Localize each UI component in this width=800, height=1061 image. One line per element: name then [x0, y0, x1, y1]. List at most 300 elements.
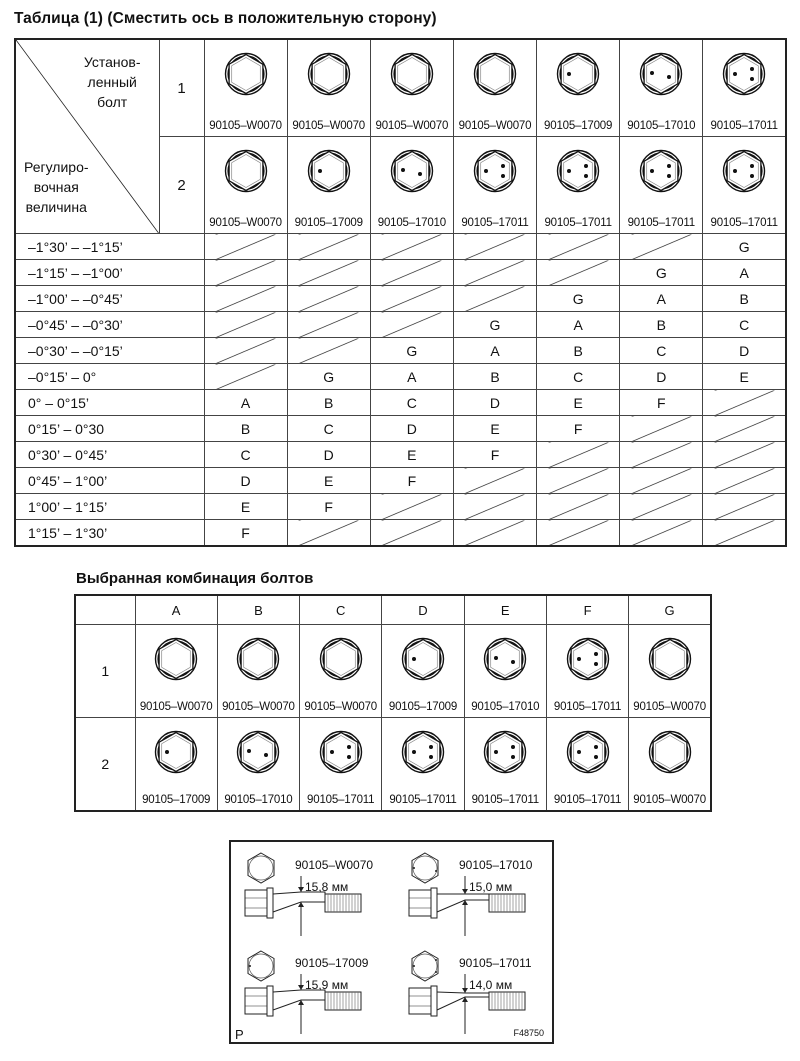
table1-title: Таблица (1) (Сместить ось в положительную сторону) — [14, 10, 437, 27]
adjustment-row — [15, 364, 786, 390]
bolt-part-number: 90105–17011 — [389, 794, 457, 806]
bolt-icon-wrap — [307, 52, 351, 99]
legend-shank-diameter: 15,9 мм — [305, 978, 349, 992]
bolt-head-icon — [390, 52, 434, 96]
corner-top-line: ленный — [87, 74, 137, 90]
bolt-cell — [703, 137, 786, 234]
bolt-part-number: 90105–W0070 — [375, 120, 449, 132]
combination-code: E — [370, 442, 453, 468]
bolt-dot — [347, 755, 351, 759]
bolt-dot — [318, 169, 322, 173]
bolt-cell — [370, 39, 453, 137]
bolt-dot — [567, 72, 571, 76]
empty-hatched-cell — [453, 234, 536, 260]
bolt-icon-wrap — [556, 149, 600, 196]
bolt-dot — [494, 656, 498, 660]
bolt-part-number: 90105–W0070 — [633, 794, 706, 806]
bolt-icon-wrap — [473, 149, 517, 196]
bolt-cell — [453, 137, 536, 234]
combination-code: C — [204, 442, 287, 468]
combination-code: D — [620, 364, 703, 390]
bolt-icon-wrap — [566, 637, 610, 684]
bolt-icon-wrap — [473, 52, 517, 99]
legend-bolt-item — [239, 848, 389, 943]
combination-code: A — [453, 338, 536, 364]
bolt-dot — [501, 164, 505, 168]
bolt-cell — [204, 39, 287, 137]
combination-code: A — [703, 260, 786, 286]
corner-top-line: болт — [97, 94, 128, 110]
combination-code: D — [453, 390, 536, 416]
bolt-head-icon — [319, 637, 363, 681]
legend-shank-diameter: 14,0 мм — [469, 978, 513, 992]
angle-range: 0°45’ – 1°00’ — [15, 468, 204, 494]
combination-column-header: E — [464, 595, 546, 625]
bolt-part-number: 90105–17010 — [627, 120, 696, 132]
empty-hatched-cell — [287, 260, 370, 286]
bolt-head-icon — [307, 149, 351, 193]
bolt-head-icon — [722, 52, 766, 96]
corner-bottom-line: Регулиро- — [24, 159, 89, 175]
legend-part-number: 90105–W0070 — [295, 858, 374, 872]
bolt-head-icon — [566, 637, 610, 681]
bolt-head-icon — [556, 149, 600, 193]
bolt-dot — [429, 755, 433, 759]
bolt-dot — [511, 745, 515, 749]
bolt-part-number: 90105–17011 — [307, 794, 375, 806]
empty-hatched-cell — [620, 234, 703, 260]
legend-shank-diameter: 15,0 мм — [469, 880, 513, 894]
empty-hatched-cell — [620, 494, 703, 520]
adjustment-row — [15, 338, 786, 364]
combination-code: B — [620, 312, 703, 338]
bolt-head-icon — [473, 149, 517, 193]
empty-hatched-cell — [620, 416, 703, 442]
combination-code: B — [537, 338, 620, 364]
bolt-dot — [733, 169, 737, 173]
bolt-cell — [135, 625, 217, 718]
combination-column-header: G — [629, 595, 711, 625]
angle-range: –0°15’ – 0° — [15, 364, 204, 390]
bolt-head-icon — [319, 730, 363, 774]
bolt-head-icon — [154, 730, 198, 774]
combination-code: A — [204, 390, 287, 416]
combination-code: E — [537, 390, 620, 416]
bolt-icon-wrap — [307, 149, 351, 196]
bolt-cell — [135, 718, 217, 812]
bolt-dot — [401, 168, 405, 172]
combination-code: C — [537, 364, 620, 390]
combination-code: F — [204, 520, 287, 547]
empty-hatched-cell — [370, 312, 453, 338]
bolt-cell — [629, 718, 711, 812]
legend-figure-id: F48750 — [513, 1028, 544, 1038]
combination-code: E — [453, 416, 536, 442]
combination-code: G — [370, 338, 453, 364]
bolt-cell — [546, 718, 628, 812]
empty-hatched-cell — [453, 468, 536, 494]
angle-range: 1°00’ – 1°15’ — [15, 494, 204, 520]
empty-hatched-cell — [370, 494, 453, 520]
bolt-cell — [703, 39, 786, 137]
bolt-cell — [300, 625, 382, 718]
bolt-dot — [494, 750, 498, 754]
bolt-dot — [577, 657, 581, 661]
installed-bolt-label — [84, 52, 141, 112]
combination-row-number: 2 — [75, 718, 135, 812]
bolt-part-number: 90105–17011 — [627, 217, 695, 229]
empty-hatched-cell — [204, 338, 287, 364]
combination-header-row — [75, 595, 711, 625]
bolt-head-icon — [224, 149, 268, 193]
combination-code: G — [287, 364, 370, 390]
bolt-dot — [650, 71, 654, 75]
bolt-head-icon — [154, 637, 198, 681]
bolt-icon-wrap — [390, 149, 434, 196]
bolt-legend-panel — [229, 840, 554, 1044]
combination-column-header: A — [135, 595, 217, 625]
adjustment-row — [15, 416, 786, 442]
bolt-dot — [484, 169, 488, 173]
bolt-part-number: 90105–17010 — [377, 217, 446, 229]
empty-header-cell — [75, 595, 135, 625]
bolt-part-number: 90105–W0070 — [209, 217, 282, 229]
bolt-head-icon — [307, 52, 351, 96]
combination-code: C — [620, 338, 703, 364]
corner-header — [15, 39, 159, 234]
bolt-dot — [584, 174, 588, 178]
bolt-part-number: 90105–W0070 — [304, 701, 378, 713]
bolt-dot — [667, 174, 671, 178]
combination-column-header: B — [217, 595, 299, 625]
bolt-cell — [537, 39, 620, 137]
table2-title: Выбранная комбинация болтов — [76, 570, 314, 587]
bolt-dot — [165, 750, 169, 754]
combination-column-header: D — [382, 595, 464, 625]
bolt-icon-wrap — [639, 149, 683, 196]
bolt-cell — [287, 137, 370, 234]
adjustment-row — [15, 442, 786, 468]
bolt-cell — [546, 625, 628, 718]
empty-hatched-cell — [537, 468, 620, 494]
empty-hatched-cell — [703, 416, 786, 442]
bolt-dot — [667, 164, 671, 168]
empty-hatched-cell — [703, 494, 786, 520]
angle-range: –1°15’ – –1°00’ — [15, 260, 204, 286]
angle-range: –1°30’ – –1°15’ — [15, 234, 204, 260]
combination-code: F — [537, 416, 620, 442]
empty-hatched-cell — [537, 520, 620, 547]
legend-part-number: 90105–17010 — [459, 858, 533, 872]
empty-hatched-cell — [287, 286, 370, 312]
bolt-head-icon — [473, 52, 517, 96]
bolt-icon-wrap — [224, 52, 268, 99]
bolt-icon-wrap — [390, 52, 434, 99]
empty-hatched-cell — [204, 286, 287, 312]
angle-range: –0°45’ – –0°30’ — [15, 312, 204, 338]
corner-top-line: Установ- — [83, 54, 141, 70]
adjustment-row — [15, 234, 786, 260]
bolt-icon-wrap — [648, 637, 692, 684]
bolt-part-number: 90105–17011 — [710, 120, 778, 132]
bolt-part-number: 90105–17009 — [388, 701, 458, 713]
bolt-dot — [750, 77, 754, 81]
bolt-part-number: 90105–W0070 — [222, 701, 295, 713]
legend-part-number: 90105–17009 — [295, 956, 369, 970]
combination-code: G — [620, 260, 703, 286]
combination-code: A — [620, 286, 703, 312]
combination-code: B — [204, 416, 287, 442]
bolt-dot — [412, 750, 416, 754]
bolt-cell — [217, 625, 299, 718]
bolt-icon-wrap — [722, 149, 766, 196]
combination-code: F — [287, 494, 370, 520]
bolt-part-number: 90105–W0070 — [633, 701, 706, 713]
bolt-icon-wrap — [648, 730, 692, 777]
bolt-dot — [429, 745, 433, 749]
empty-hatched-cell — [703, 468, 786, 494]
bolt-dot — [511, 755, 515, 759]
bolt-row — [15, 39, 786, 137]
bolt-cell — [217, 718, 299, 812]
bolt-head-icon — [236, 730, 280, 774]
bolt-icon-wrap — [639, 52, 683, 99]
bolt-dot — [594, 755, 598, 759]
bolt-part-number: 90105–17011 — [553, 794, 622, 806]
empty-hatched-cell — [287, 338, 370, 364]
bolt-cell — [537, 137, 620, 234]
bolt-head-icon — [483, 730, 527, 774]
combination-column-header: C — [300, 595, 382, 625]
empty-hatched-cell — [204, 364, 287, 390]
combination-row — [75, 718, 711, 812]
bolt-dot — [567, 169, 571, 173]
empty-hatched-cell — [204, 234, 287, 260]
empty-hatched-cell — [287, 312, 370, 338]
bolt-part-number: 90105–17011 — [461, 217, 529, 229]
bolt-dot — [667, 75, 671, 79]
combination-code: A — [370, 364, 453, 390]
bolt-cell — [382, 625, 464, 718]
legend-bolt-item — [403, 848, 553, 943]
bolt-head-icon — [390, 149, 434, 193]
bolt-cell — [204, 137, 287, 234]
bolt-cell — [453, 39, 536, 137]
combination-code: E — [287, 468, 370, 494]
bolt-part-number: 90105–17011 — [471, 794, 539, 806]
bolt-icon-wrap — [556, 52, 600, 99]
empty-hatched-cell — [620, 520, 703, 547]
empty-hatched-cell — [370, 260, 453, 286]
combination-code: B — [453, 364, 536, 390]
empty-hatched-cell — [620, 442, 703, 468]
bolt-dot — [577, 750, 581, 754]
bolt-icon-wrap — [236, 637, 280, 684]
bolt-row-number: 1 — [159, 39, 204, 137]
corner-bottom-line: вочная — [33, 179, 79, 195]
empty-hatched-cell — [370, 234, 453, 260]
bolt-dot — [418, 172, 422, 176]
bolt-head-icon — [556, 52, 600, 96]
angle-range: –1°00’ – –0°45’ — [15, 286, 204, 312]
bolt-head-icon — [566, 730, 610, 774]
bolt-part-number: 90105–17009 — [544, 120, 613, 132]
legend-bolt-item — [239, 946, 389, 1041]
combination-code: G — [453, 312, 536, 338]
bolt-part-number: 90105–17010 — [224, 794, 293, 806]
bolt-dot — [347, 745, 351, 749]
bolt-head-icon — [224, 52, 268, 96]
empty-hatched-cell — [204, 260, 287, 286]
empty-hatched-cell — [537, 234, 620, 260]
adjustment-value-label — [24, 157, 89, 217]
corner-bottom-line: величина — [25, 199, 87, 215]
bolt-cell — [370, 137, 453, 234]
bolt-part-number: 90105–W0070 — [458, 120, 532, 132]
empty-hatched-cell — [537, 494, 620, 520]
combination-column-header: F — [546, 595, 628, 625]
bolt-dot — [594, 662, 598, 666]
empty-hatched-cell — [703, 520, 786, 547]
legend-part-number: 90105–17011 — [459, 956, 532, 970]
combination-code: C — [370, 390, 453, 416]
bolt-icon-wrap — [483, 637, 527, 684]
bolt-dot — [511, 660, 515, 664]
bolt-dot — [584, 164, 588, 168]
bolt-part-number: 90105–17011 — [544, 217, 612, 229]
bolt-icon-wrap — [236, 730, 280, 777]
combination-code: F — [620, 390, 703, 416]
angle-range: 0° – 0°15’ — [15, 390, 204, 416]
bolt-part-number: 90105–17009 — [294, 217, 363, 229]
bolt-dot — [594, 745, 598, 749]
bolt-part-number: 90105–W0070 — [209, 120, 282, 132]
bolt-dot — [594, 652, 598, 656]
bolt-cell — [464, 718, 546, 812]
combination-code: D — [703, 338, 786, 364]
combination-code: F — [453, 442, 536, 468]
bolt-part-number: 90105–17011 — [553, 701, 622, 713]
bolt-icon-wrap — [483, 730, 527, 777]
bolt-icon-wrap — [566, 730, 610, 777]
bolt-dot — [750, 174, 754, 178]
bolt-dot — [650, 169, 654, 173]
adjustment-row — [15, 390, 786, 416]
combination-code: G — [703, 234, 786, 260]
bolt-dot — [733, 72, 737, 76]
bolt-head-icon — [483, 637, 527, 681]
adjustment-row — [15, 286, 786, 312]
bolt-head-icon — [648, 730, 692, 774]
bolt-part-number: 90105–17010 — [471, 701, 540, 713]
combination-code: F — [370, 468, 453, 494]
legend-shank-diameter: 15,8 мм — [305, 880, 349, 894]
bolt-icon-wrap — [722, 52, 766, 99]
empty-hatched-cell — [287, 234, 370, 260]
angle-range: 0°30’ – 0°45’ — [15, 442, 204, 468]
angle-range: –0°30’ – –0°15’ — [15, 338, 204, 364]
legend-bolt-item — [403, 946, 553, 1041]
adjustment-table — [14, 38, 787, 547]
combination-code: C — [287, 416, 370, 442]
combination-code: E — [204, 494, 287, 520]
bolt-icon-wrap — [154, 730, 198, 777]
bolt-head-icon — [639, 52, 683, 96]
empty-hatched-cell — [620, 468, 703, 494]
combination-code: D — [370, 416, 453, 442]
adjustment-row — [15, 260, 786, 286]
bolt-dot — [264, 753, 268, 757]
combination-code: B — [287, 390, 370, 416]
bolt-head-icon — [648, 637, 692, 681]
bolt-dot — [750, 67, 754, 71]
combination-code: D — [287, 442, 370, 468]
bolt-combination-table — [74, 594, 712, 812]
bolt-dot — [412, 657, 416, 661]
bolt-dot — [330, 750, 334, 754]
bolt-cell — [287, 39, 370, 137]
empty-hatched-cell — [453, 494, 536, 520]
empty-hatched-cell — [370, 520, 453, 547]
empty-hatched-cell — [453, 260, 536, 286]
angle-range: 1°15’ – 1°30’ — [15, 520, 204, 547]
adjustment-row — [15, 468, 786, 494]
bolt-cell — [300, 718, 382, 812]
empty-hatched-cell — [370, 286, 453, 312]
bolt-head-icon — [236, 637, 280, 681]
empty-hatched-cell — [287, 520, 370, 547]
empty-hatched-cell — [453, 520, 536, 547]
bolt-part-number: 90105–W0070 — [292, 120, 366, 132]
bolt-icon-wrap — [319, 637, 363, 684]
bolt-head-icon — [639, 149, 683, 193]
bolt-head-icon — [722, 149, 766, 193]
bolt-dot — [750, 164, 754, 168]
bolt-dot — [501, 174, 505, 178]
bolt-icon-wrap — [319, 730, 363, 777]
empty-hatched-cell — [453, 286, 536, 312]
combination-code: C — [703, 312, 786, 338]
combination-code: B — [703, 286, 786, 312]
bolt-head-icon — [401, 730, 445, 774]
bolt-cell — [620, 39, 703, 137]
empty-hatched-cell — [703, 442, 786, 468]
legend-corner-mark: P — [235, 1027, 244, 1042]
angle-range: 0°15’ – 0°30 — [15, 416, 204, 442]
combination-code: A — [537, 312, 620, 338]
combination-code: D — [204, 468, 287, 494]
combination-code: G — [537, 286, 620, 312]
bolt-cell — [629, 625, 711, 718]
empty-hatched-cell — [537, 442, 620, 468]
bolt-part-number: 90105–W0070 — [139, 701, 213, 713]
empty-hatched-cell — [537, 260, 620, 286]
combination-code: E — [703, 364, 786, 390]
bolt-icon-wrap — [401, 730, 445, 777]
adjustment-row — [15, 312, 786, 338]
bolt-row-number: 2 — [159, 137, 204, 234]
bolt-part-number: 90105–17011 — [710, 217, 778, 229]
empty-hatched-cell — [703, 390, 786, 416]
bolt-cell — [620, 137, 703, 234]
bolt-icon-wrap — [154, 637, 198, 684]
bolt-head-icon — [401, 637, 445, 681]
bolt-dot — [247, 749, 251, 753]
bolt-part-number: 90105–17009 — [142, 794, 211, 806]
adjustment-row — [15, 520, 786, 547]
bolt-cell — [464, 625, 546, 718]
bolt-icon-wrap — [401, 637, 445, 684]
